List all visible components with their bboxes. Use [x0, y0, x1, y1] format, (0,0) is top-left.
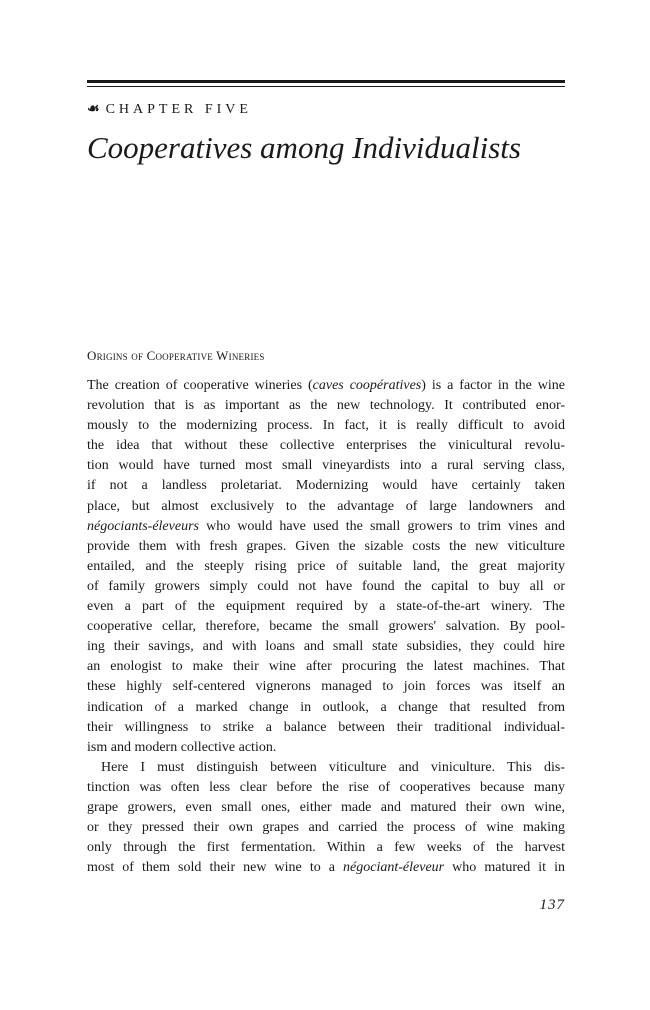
chapter-number: CHAPTER FIVE: [105, 102, 252, 117]
page-number: 137: [539, 897, 565, 913]
body-text: [87, 376, 565, 878]
text-line: The creation of cooperative wineries (caves coopératives) is a factor in the wine: [87, 378, 566, 393]
text-line: mously to the modernizing process. In fact, it is really difficult to avoid: [87, 418, 565, 434]
foreign-term: négociants-éleveurs: [87, 518, 199, 534]
text-line: most of them sold their new wine to a négociant-éleveur who matured it in: [87, 860, 565, 876]
foreign-term: négociant-éleveur: [343, 860, 445, 876]
text-line: ism and modern collective action.: [87, 739, 277, 755]
text-line: even a part of the equipment required by a state-of-the-art winery. The: [87, 599, 565, 615]
section-heading: Origins of Cooperative Wineries: [87, 348, 265, 363]
text-line: ing their savings, and with loans and small state subsidies, they could hire: [87, 639, 565, 655]
chapter-label: [87, 101, 252, 118]
text-line: the idea that without these collective enterprises the vinicultural revolu-: [87, 438, 565, 454]
text-line: their willingness to strike a balance between their traditional individual-: [87, 719, 565, 735]
text-line: tion would have turned most small vineyardists into a rural serving class,: [87, 458, 565, 474]
text-line: indication of a marked change in outlook, a change that resulted from: [87, 699, 565, 715]
foreign-term: caves coopératives: [312, 378, 422, 393]
text-line: these highly self-centered vignerons managed to join forces was itself an: [87, 679, 565, 695]
text-line: provide them with fresh grapes. Given the sizable costs the new viticulture: [87, 538, 565, 554]
text-line: if not a landless proletariat. Modernizing would have certainly taken: [87, 478, 565, 494]
text-line: place, but almost exclusively to the advantage of large landowners and: [87, 498, 565, 514]
text-line: revolution that is as important as the new technology. It contributed enor-: [87, 398, 565, 414]
fleuron-icon: ☙: [87, 102, 100, 117]
text-line: of family growers simply could not have found the capital to buy all or: [87, 578, 565, 594]
text-line: entailed, and the steeply rising price of suitable land, the great majority: [87, 558, 565, 574]
text-line: négociants-éleveurs who would have used the small growers to trim vines and: [87, 518, 565, 534]
text-line: only through the first fermentation. Within a few weeks of the harvest: [87, 840, 565, 856]
text-line: or they pressed their own grapes and carried the process of wine making: [87, 820, 565, 836]
header-rule-thin: [87, 86, 565, 87]
text-line: cooperative cellar, therefore, became the small growers' salvation. By pool-: [87, 619, 565, 635]
text-line: Here I must distinguish between viticulture and viniculture. This dis-: [101, 759, 565, 775]
text-line: an enologist to make their wine after procuring the latest machines. That: [87, 659, 565, 675]
text-line: tinction was often less clear before the rise of cooperatives because many: [87, 779, 565, 795]
header-rule-thick: [87, 80, 565, 83]
chapter-title: Cooperatives among Individualists: [87, 130, 521, 165]
text-line: grape growers, even small ones, either made and matured their own wine,: [87, 799, 565, 815]
